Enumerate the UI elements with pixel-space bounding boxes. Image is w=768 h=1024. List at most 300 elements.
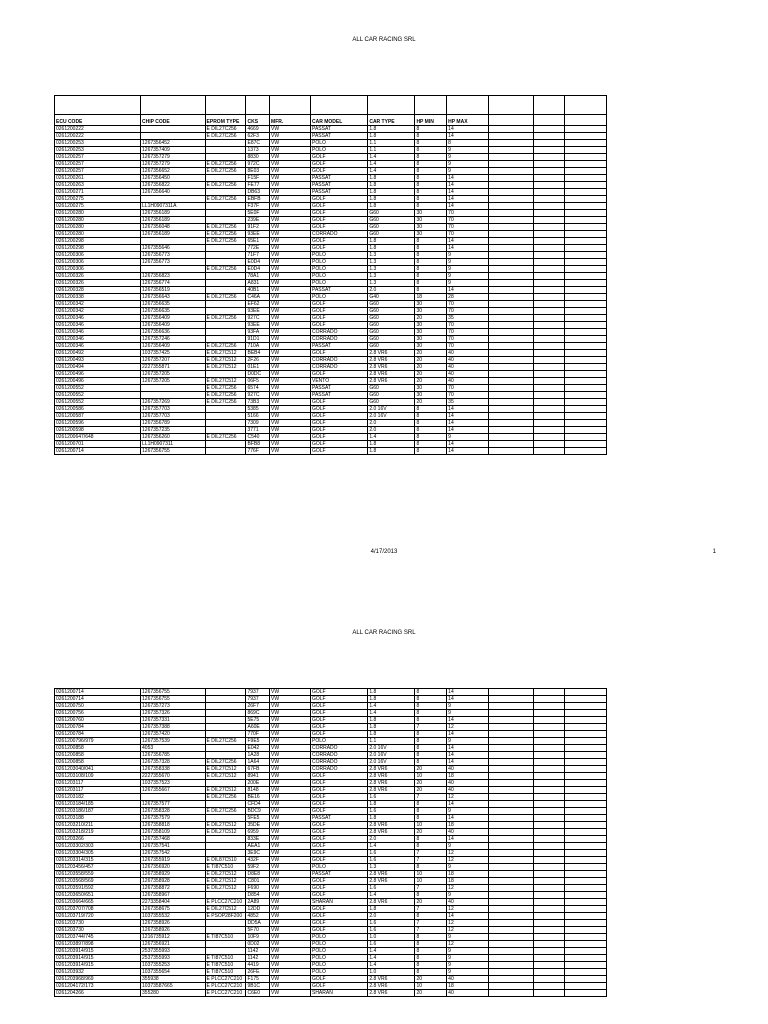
table-cell (141, 126, 206, 133)
table-cell (564, 364, 606, 371)
table-cell: 1267358328 (141, 808, 206, 815)
table-cell: 2.8 VR6 (368, 371, 415, 378)
table-cell: 0261200326 (55, 273, 141, 280)
table-cell: 06F5 (246, 378, 270, 385)
table-cell: 1267356755 (141, 689, 206, 696)
table-cell (489, 885, 534, 892)
table-cell: 1267358926 (141, 927, 206, 934)
table-cell (534, 948, 565, 955)
table-cell (489, 273, 534, 280)
table-cell: 2.0 (368, 287, 415, 294)
table-cell: 0261203210/211 (55, 822, 141, 829)
table-cell: VW (270, 147, 311, 154)
table-cell: 1267357409 (141, 147, 206, 154)
table-cell (489, 899, 534, 906)
table-row (55, 801, 607, 808)
table-cell (489, 343, 534, 350)
table-cell: G60 (368, 399, 415, 406)
table-cell: VW (270, 815, 311, 822)
table-cell: 0261200257 (55, 161, 141, 168)
table-cell (534, 217, 565, 224)
table-cell: 1267357246 (141, 336, 206, 343)
table-cell: EBFB (246, 196, 270, 203)
table-cell: 2.0 16V (368, 413, 415, 420)
table-cell (534, 801, 565, 808)
table-cell: E DIL27C256 (205, 196, 246, 203)
table-cell: 0261203730 (55, 920, 141, 927)
table-cell (205, 941, 246, 948)
table-cell: 14 (447, 196, 489, 203)
table-cell: 8 (415, 196, 447, 203)
table-cell: 1267356640 (141, 189, 206, 196)
table-cell: GOLF (310, 836, 367, 843)
table-cell: 30 (415, 322, 447, 329)
table-cell (489, 413, 534, 420)
table-cell (489, 773, 534, 780)
table-cell (489, 808, 534, 815)
table-cell (489, 96, 534, 115)
table-cell: 14 (447, 420, 489, 427)
table-cell: 0261200328 (55, 287, 141, 294)
table-cell (489, 294, 534, 301)
table-cell: POLO (310, 294, 367, 301)
table-cell: E TI87C510 (205, 955, 246, 962)
table-cell (564, 140, 606, 147)
table-cell (368, 96, 415, 115)
table-cell: 59F2 (246, 864, 270, 871)
table-cell: 14 (447, 245, 489, 252)
table-cell: 30 (415, 217, 447, 224)
table-cell: LL1H0907311A (141, 203, 206, 210)
table-cell (564, 731, 606, 738)
table-cell: 7 (415, 794, 447, 801)
table-cell: E DIL27C512 (205, 378, 246, 385)
table-cell (489, 266, 534, 273)
table-cell (534, 140, 565, 147)
table-cell: VW (270, 808, 311, 815)
table-cell: 2.8 VR6 (368, 766, 415, 773)
table-cell: 0261203117 (55, 780, 141, 787)
table-cell: VW (270, 689, 311, 696)
table-cell: 0261203188 (55, 815, 141, 822)
table-cell: VW (270, 920, 311, 927)
table-cell: F9E5 (246, 738, 270, 745)
table-cell (489, 927, 534, 934)
table-cell: VW (270, 773, 311, 780)
table-cell: 1267356452 (141, 140, 206, 147)
table-cell: 70 (447, 329, 489, 336)
table-row (55, 969, 607, 976)
table-cell: 8 (415, 434, 447, 441)
table-cell (205, 147, 246, 154)
table-cell (489, 301, 534, 308)
table-cell (534, 329, 565, 336)
table-cell (534, 815, 565, 822)
table-cell (489, 710, 534, 717)
table-cell: 70 (447, 336, 489, 343)
table-row (55, 780, 607, 787)
table-cell: 20 (415, 787, 447, 794)
table-cell: 0261203182 (55, 794, 141, 801)
table-cell: 8 (415, 913, 447, 920)
table-cell (534, 773, 565, 780)
table-cell: 0261200496 (55, 378, 141, 385)
table-row (55, 689, 607, 696)
table-cell (415, 96, 447, 115)
table-cell: 2.0 (368, 836, 415, 843)
table-cell: 30 (415, 392, 447, 399)
table-cell (205, 920, 246, 927)
table-row (55, 238, 607, 245)
table-cell (534, 287, 565, 294)
table-cell (534, 96, 565, 115)
table-row (55, 343, 607, 350)
table-cell: VW (270, 983, 311, 990)
table-cell: G60 (368, 336, 415, 343)
table-cell: 0261203184/185 (55, 801, 141, 808)
table-cell: 1A64 (246, 759, 270, 766)
table-row (55, 259, 607, 266)
table-cell: 0261200253 (55, 147, 141, 154)
table-cell: CORRADO (310, 752, 367, 759)
table-cell: 1267357279 (141, 161, 206, 168)
table-cell: 8 (415, 892, 447, 899)
table-cell: 14 (447, 752, 489, 759)
table-cell: GOLF (310, 717, 367, 724)
table-cell (534, 731, 565, 738)
table-cell (205, 96, 246, 115)
table-cell (205, 287, 246, 294)
table-cell (205, 850, 246, 857)
table-cell: PASSAT (310, 189, 367, 196)
table-cell: VW (270, 245, 311, 252)
table-cell: 20 (415, 371, 447, 378)
table-cell: CORRADO (310, 745, 367, 752)
table-cell (489, 878, 534, 885)
table-cell: 1216735912 (141, 934, 206, 941)
table-cell: HP MIN (415, 115, 447, 126)
table-cell: E PLCC27C210 (205, 983, 246, 990)
table-cell (489, 976, 534, 983)
table-cell: VW (270, 829, 311, 836)
table-cell: E DIL27C256 (205, 161, 246, 168)
table-cell: 12 (447, 885, 489, 892)
table-cell: 2227355670 (141, 773, 206, 780)
table-cell (534, 780, 565, 787)
table-cell (489, 427, 534, 434)
table-cell: 1267356260 (141, 434, 206, 441)
table-cell: 0261200280 (55, 224, 141, 231)
table-cell: CORRADO (310, 336, 367, 343)
table-cell (489, 259, 534, 266)
table-cell: 20 (415, 976, 447, 983)
table-cell: 18 (447, 871, 489, 878)
table-cell (489, 154, 534, 161)
table-cell: C540 (246, 434, 270, 441)
table-cell: 2.8 VR6 (368, 773, 415, 780)
table-cell: GOLF (310, 217, 367, 224)
table-cell: 1.4 (368, 843, 415, 850)
table-cell: E TI87C510 (205, 864, 246, 871)
table-cell: 0261203914/915 (55, 962, 141, 969)
table-cell (205, 724, 246, 731)
table-cell (564, 934, 606, 941)
table-cell: GOLF (310, 885, 367, 892)
table-cell: VW (270, 969, 311, 976)
table-cell (534, 745, 565, 752)
table-cell: 9 (447, 161, 489, 168)
table-cell: 20 (415, 364, 447, 371)
table-cell (564, 287, 606, 294)
table-cell (534, 385, 565, 392)
table-cell: 9 (447, 962, 489, 969)
table-cell: 0261200280 (55, 231, 141, 238)
table-row (55, 822, 607, 829)
table-cell: VW (270, 976, 311, 983)
table-cell: 8 (415, 259, 447, 266)
table-cell (141, 385, 206, 392)
table-cell: 2A89 (246, 899, 270, 906)
table-cell (489, 245, 534, 252)
table-cell (534, 962, 565, 969)
table-cell (489, 822, 534, 829)
table-cell: 0261203558/559 (55, 871, 141, 878)
table-cell: 14 (447, 133, 489, 140)
table-cell: PASSAT (310, 133, 367, 140)
table-cell: 8 (415, 126, 447, 133)
table-cell: 0261200342 (55, 308, 141, 315)
table-cell (141, 196, 206, 203)
table-cell: 8 (415, 189, 447, 196)
table-cell: 8 (415, 864, 447, 871)
table-cell (534, 161, 565, 168)
table-cell: 1267356774 (141, 280, 206, 287)
table-cell: GOLF (310, 420, 367, 427)
table-cell (205, 427, 246, 434)
table-cell (564, 399, 606, 406)
table-cell (489, 724, 534, 731)
table-cell: 7 (415, 885, 447, 892)
table-cell (564, 238, 606, 245)
table-row (55, 350, 607, 357)
table-cell: D854 (246, 892, 270, 899)
table-cell: 14 (447, 175, 489, 182)
table-cell: 0261204172/173 (55, 983, 141, 990)
table-cell: 12 (447, 724, 489, 731)
table-cell: E PSOP28F200 (205, 913, 246, 920)
table-cell: 2.0 (368, 427, 415, 434)
table-cell (489, 696, 534, 703)
table-cell: POLO (310, 140, 367, 147)
table-cell: G60 (368, 392, 415, 399)
table-cell (489, 441, 534, 448)
table-cell: 0D02 (246, 941, 270, 948)
table-cell: E DIL27C512 (205, 871, 246, 878)
table-cell (205, 308, 246, 315)
table-cell: E0D4 (246, 259, 270, 266)
table-cell: VW (270, 927, 311, 934)
table-cell (534, 252, 565, 259)
table-cell: 1267357207 (141, 357, 206, 364)
table-cell (489, 934, 534, 941)
table-cell: 1267356789 (141, 420, 206, 427)
table-cell: 0261203302/303 (55, 843, 141, 850)
table-cell (489, 287, 534, 294)
table-cell: 7 (415, 850, 447, 857)
table-cell: 9 (447, 864, 489, 871)
table-cell: 5FE5 (246, 815, 270, 822)
table-row (55, 948, 607, 955)
table-cell (534, 427, 565, 434)
table-cell: 0261203040/041 (55, 766, 141, 773)
table-cell: 2273358404 (141, 899, 206, 906)
table-cell: 1267357703 (141, 413, 206, 420)
table-cell (534, 168, 565, 175)
table-cell: 14 (447, 696, 489, 703)
table-cell: 40 (447, 829, 489, 836)
table-cell: 6959 (246, 829, 270, 836)
table-cell: 9 (447, 843, 489, 850)
table-cell (564, 850, 606, 857)
table-cell: 1142 (246, 955, 270, 962)
table-cell: 1.4 (368, 955, 415, 962)
table-cell (205, 696, 246, 703)
table-cell: GOLF (310, 857, 367, 864)
table-row (55, 878, 607, 885)
table-row (55, 857, 607, 864)
table-row (55, 731, 607, 738)
table-cell: 0261203314/315 (55, 857, 141, 864)
table-cell (534, 829, 565, 836)
table-cell: 0261200492 (55, 350, 141, 357)
table-cell (489, 252, 534, 259)
table-cell: 0261200756 (55, 710, 141, 717)
table-cell: 9 (447, 808, 489, 815)
table-cell (489, 913, 534, 920)
table-cell: 0261200494 (55, 364, 141, 371)
table-cell (564, 857, 606, 864)
table-cell: 0261200346 (55, 343, 141, 350)
table-cell: CAR TYPE (368, 115, 415, 126)
table-cell: POLO (310, 955, 367, 962)
table-cell (564, 434, 606, 441)
table-cell: VW (270, 864, 311, 871)
table-cell: 8 (415, 934, 447, 941)
table-cell (489, 168, 534, 175)
table-cell (534, 941, 565, 948)
table-cell: DD5A (246, 920, 270, 927)
table-cell (564, 350, 606, 357)
table-cell: 8 (415, 133, 447, 140)
table-cell: E DIL27C512 (205, 357, 246, 364)
table-row (55, 322, 607, 329)
table-row (55, 815, 607, 822)
table-cell: 40 (447, 350, 489, 357)
table-row (55, 287, 607, 294)
table-cell: 1267356636 (141, 329, 206, 336)
table-cell: VW (270, 203, 311, 210)
table-cell (564, 245, 606, 252)
table-cell: 30 (415, 343, 447, 350)
table-row (55, 168, 607, 175)
table-cell: 30 (415, 231, 447, 238)
table-cell: 1.8 (368, 724, 415, 731)
table-cell: 8 (415, 955, 447, 962)
table-cell: 0261203218/219 (55, 829, 141, 836)
table-cell: E DIL27C256 (205, 266, 246, 273)
table-cell: VW (270, 399, 311, 406)
table-cell (564, 406, 606, 413)
table-cell: 8 (415, 140, 447, 147)
table-cell: 1267357273 (141, 703, 206, 710)
table-cell (564, 836, 606, 843)
page-header-company: ALL CAR RACING SRL (352, 37, 416, 43)
table-cell: VW (270, 252, 311, 259)
table-cell (564, 147, 606, 154)
table-cell: 9 (447, 969, 489, 976)
table-row (55, 976, 607, 983)
table-cell: GOLF (310, 168, 367, 175)
table-cell: VW (270, 745, 311, 752)
table-cell: 1.8 (368, 689, 415, 696)
table-row (55, 794, 607, 801)
table-cell: GOLF (310, 808, 367, 815)
table-cell (564, 703, 606, 710)
table-row (55, 182, 607, 189)
table-cell: 1.4 (368, 434, 415, 441)
table-cell: VW (270, 322, 311, 329)
table-cell: GOLF (310, 794, 367, 801)
table-cell (564, 175, 606, 182)
table-cell: VW (270, 710, 311, 717)
table-cell: VW (270, 962, 311, 969)
table-row (55, 738, 607, 745)
table-cell: VW (270, 955, 311, 962)
table-cell: ECU CODE (55, 115, 141, 126)
table-cell: 0261200253 (55, 140, 141, 147)
table-cell (489, 948, 534, 955)
table-cell: 8 (415, 696, 447, 703)
table-cell (564, 752, 606, 759)
table-cell: 1267355919 (141, 857, 206, 864)
table-cell (564, 252, 606, 259)
table-cell: 355938 (141, 976, 206, 983)
table-cell (489, 203, 534, 210)
table-cell: 12 (447, 906, 489, 913)
table-row (55, 808, 607, 815)
table-cell (534, 224, 565, 231)
table-cell: 2.8 VR6 (368, 364, 415, 371)
table-cell: 1267356450 (141, 175, 206, 182)
table-cell: CORRADO (310, 329, 367, 336)
table-cell: 8830 (246, 154, 270, 161)
table-row (55, 843, 607, 850)
table-cell: GOLF (310, 406, 367, 413)
table-cell (205, 717, 246, 724)
table-cell: 1.6 (368, 920, 415, 927)
table-cell: 1267355646 (141, 245, 206, 252)
table-cell: GOLF (310, 315, 367, 322)
table-cell: GOLF (310, 413, 367, 420)
table-cell: 0261200298 (55, 245, 141, 252)
table-cell: 1.3 (368, 864, 415, 871)
table-cell: E DIL27C512 (205, 822, 246, 829)
table-cell (564, 780, 606, 787)
table-cell: 2.8 VR6 (368, 787, 415, 794)
table-cell: POLO (310, 738, 367, 745)
table-cell (564, 329, 606, 336)
table-cell (564, 427, 606, 434)
